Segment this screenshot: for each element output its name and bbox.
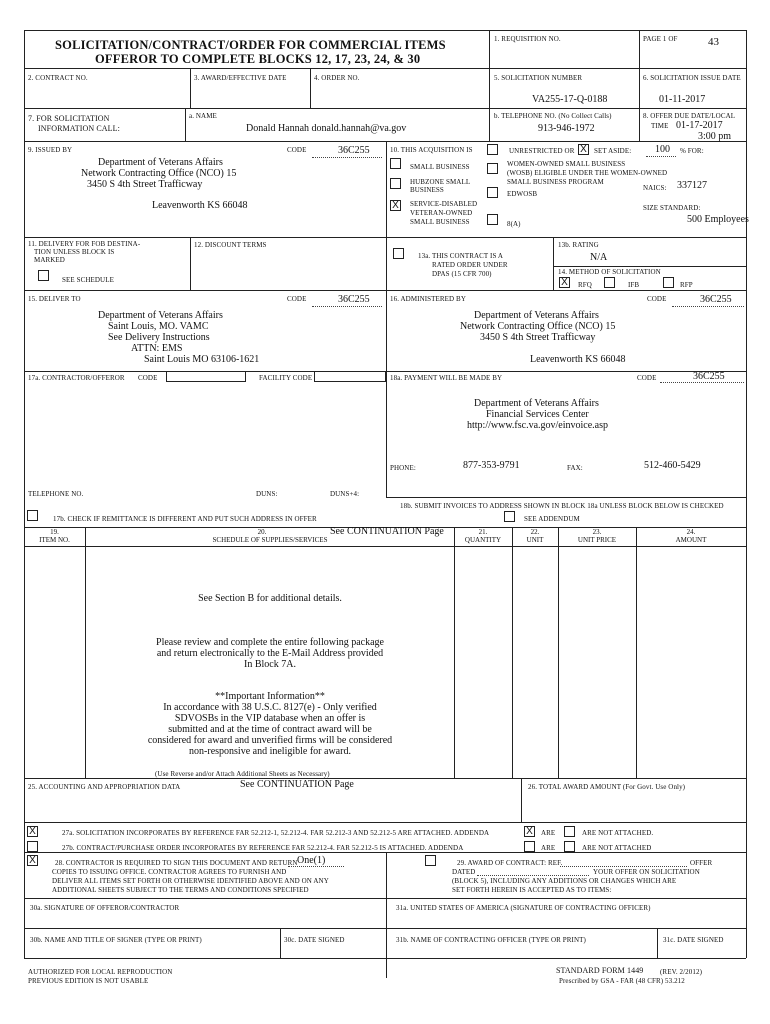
- administered-by-code[interactable]: 36C255: [700, 294, 732, 305]
- name-label: a. NAME: [189, 112, 217, 120]
- continuation-note: See CONTINUATION Page: [330, 526, 444, 537]
- facility-code-label: FACILITY CODE: [259, 374, 313, 382]
- block27b-not-attached-checkbox[interactable]: [564, 841, 575, 852]
- discount-terms-label: 12. DISCOUNT TERMS: [194, 241, 267, 249]
- deliver-to-line4: ATTN: EMS: [131, 343, 183, 354]
- form-subtitle: OFFEROR TO COMPLETE BLOCKS 12, 17, 23, 24, & 30: [95, 52, 421, 66]
- issued-by-line3: 3450 S 4th Street Trafficway: [87, 179, 203, 190]
- officer-name-label: 31b. NAME OF CONTRACTING OFFICER (TYPE OR PRINT): [396, 936, 586, 944]
- officer-date-label: 31c. DATE SIGNED: [663, 936, 724, 944]
- requisition-label: 1. REQUISITION NO.: [494, 35, 561, 43]
- important-line6: non-responsive and ineligible for award.: [189, 746, 351, 757]
- addendum-checkbox[interactable]: [504, 511, 515, 522]
- block27a-are-checkbox[interactable]: X: [524, 826, 535, 837]
- rfq-checkbox[interactable]: X: [559, 277, 570, 288]
- addendum-label: SEE ADDENDUM: [524, 515, 580, 523]
- important-line4: submitted and at the time of contract award will be: [168, 724, 372, 735]
- ifb-checkbox[interactable]: [604, 277, 615, 288]
- eight-a-label: 8(A): [507, 220, 521, 228]
- footer-form-number: STANDARD FORM 1449: [556, 966, 644, 975]
- block28-copies[interactable]: One(1): [297, 855, 326, 866]
- block27a-text: 27a. SOLICITATION INCORPORATES BY REFERENCE FAR 52.212-1, 52.212-4. FAR 52.212-3 AND 52.212-5 ARE ATTACHED. ADDENDA: [62, 829, 490, 837]
- contractor-phone-label: TELEPHONE NO.: [28, 490, 84, 498]
- issued-by-line2: Network Contracting Office (NCO) 15: [81, 168, 237, 179]
- facility-code-field[interactable]: [314, 371, 386, 382]
- block27b-text: 27b. CONTRACT/PURCHASE ORDER INCORPORATES BY REFERENCE FAR 52.212-4. FAR 52.212-5 IS ATTACHED. ADDENDA: [62, 844, 464, 852]
- info-call-label-2: INFORMATION CALL:: [38, 124, 120, 133]
- block28-line4: ADDITIONAL SHEETS SUBJECT TO THE TERMS AND CONDITIONS SPECIFIED: [52, 886, 309, 894]
- wosb-label-3: SMALL BUSINESS PROGRAM: [507, 178, 604, 186]
- small-business-checkbox[interactable]: [390, 158, 401, 169]
- deliver-to-line2: Saint Louis, MO. VAMC: [108, 321, 209, 332]
- block28-checkbox[interactable]: X: [27, 855, 38, 866]
- block27a-not-attached-label: ARE NOT ATTACHED.: [582, 829, 654, 837]
- block29-offer: OFFER: [690, 859, 713, 867]
- rfp-label: RFP: [680, 281, 693, 289]
- acquisition-label: 10. THIS ACQUISITION IS: [390, 146, 473, 154]
- offer-due-date[interactable]: 01-17-2017: [676, 120, 723, 131]
- payment-phone-label: PHONE:: [390, 464, 416, 472]
- accounting-value: See CONTINUATION Page: [240, 779, 354, 790]
- administered-by-line2: Network Contracting Office (NCO) 15: [460, 321, 616, 332]
- edwosb-label: EDWOSB: [507, 190, 538, 198]
- fob-label: 11. DELIVERY FOR FOB DESTINA-: [28, 240, 141, 248]
- deliver-to-label: 15. DELIVER TO: [28, 295, 81, 303]
- fob-label-2: TION UNLESS BLOCK IS: [34, 248, 115, 256]
- set-aside-label: SET ASIDE:: [594, 147, 632, 155]
- signer-date-label: 30c. DATE SIGNED: [284, 936, 345, 944]
- rated-order-label-2: RATED ORDER UNDER: [432, 261, 508, 269]
- offer-due-time-label: TIME: [651, 122, 669, 130]
- col24-number: 24.: [686, 528, 696, 536]
- payment-label: 18a. PAYMENT WILL BE MADE BY: [390, 374, 503, 382]
- deliver-to-line5: Saint Louis MO 63106-1621: [144, 354, 260, 365]
- review-line3: In Block 7A.: [244, 659, 296, 670]
- contractor-code-field[interactable]: [166, 371, 246, 382]
- total-award-label: 26. TOTAL AWARD AMOUNT (For Govt. Use Only): [528, 783, 686, 791]
- administered-by-line1: Department of Veterans Affairs: [474, 310, 599, 321]
- duns4-label: DUNS+4:: [330, 490, 360, 498]
- unrestricted-label: UNRESTRICTED OR: [509, 147, 575, 155]
- important-line5: considered for award and unverified firms will be considered: [147, 735, 393, 746]
- col22-number: 22.: [530, 528, 540, 536]
- col19-header: ITEM NO.: [39, 536, 70, 544]
- page-label: PAGE 1 OF: [643, 35, 678, 43]
- col24-header: AMOUNT: [675, 536, 707, 544]
- footer-revision: (REV. 2/2012): [660, 968, 703, 976]
- contact-name[interactable]: Donald Hannah donald.hannah@va.gov: [246, 123, 407, 134]
- hubzone-checkbox[interactable]: [390, 178, 401, 189]
- deliver-to-line3: See Delivery Instructions: [108, 332, 210, 343]
- signer-name-label: 30b. NAME AND TITLE OF SIGNER (TYPE OR PRINT): [30, 936, 202, 944]
- block29-line4: SET FORTH HEREIN IS ACCEPTED AS TO ITEMS:: [452, 886, 612, 894]
- set-aside-percent[interactable]: 100: [655, 144, 670, 155]
- see-schedule-label: SEE SCHEDULE: [62, 276, 114, 284]
- col21-header: QUANTITY: [464, 536, 502, 544]
- set-aside-checkbox[interactable]: X: [578, 144, 589, 155]
- block27b-checkbox[interactable]: [27, 841, 38, 852]
- administered-by-label: 16. ADMINISTERED BY: [390, 295, 466, 303]
- sdvosb-label-3: SMALL BUSINESS: [410, 218, 470, 226]
- naics-code[interactable]: 337127: [677, 180, 707, 191]
- col20-number: 20.: [257, 528, 267, 536]
- issued-by-line4: Leavenworth KS 66048: [152, 200, 248, 211]
- issued-by-code-label: CODE: [287, 146, 307, 154]
- block27b-not-attached-label: ARE NOT ATTACHED: [582, 844, 652, 852]
- remittance-label: 17b. CHECK IF REMITTANCE IS DIFFERENT AND PUT SUCH ADDRESS IN OFFER: [53, 515, 317, 523]
- block29-line3: (BLOCK 5), INCLUDING ANY ADDITIONS OR CHANGES WHICH ARE: [452, 877, 677, 885]
- sdvosb-label-2: VETERAN-OWNED: [410, 209, 473, 217]
- wosb-label: WOMEN-OWNED SMALL BUSINESS: [507, 160, 626, 168]
- page-total: 43: [708, 36, 719, 48]
- signature-officer-field[interactable]: [387, 912, 745, 927]
- ifb-label: IFB: [628, 281, 640, 289]
- col23-header: UNIT PRICE: [577, 536, 617, 544]
- payment-line1: Department of Veterans Affairs: [474, 398, 599, 409]
- issued-by-line1: Department of Veterans Affairs: [98, 157, 223, 168]
- contract-no-label: 2. CONTRACT NO.: [28, 74, 88, 82]
- payment-link[interactable]: http://www.fsc.va.gov/einvoice.asp: [467, 420, 608, 431]
- issue-date[interactable]: 01-11-2017: [659, 94, 706, 105]
- block29-checkbox[interactable]: [425, 855, 436, 866]
- contractor-code-label: CODE: [138, 374, 158, 382]
- col19-number: 19.: [50, 528, 59, 536]
- block27a-are-label: ARE: [541, 829, 556, 837]
- award-date-label: 3. AWARD/EFFECTIVE DATE: [194, 74, 287, 82]
- solicitation-number-label: 5. SOLICITATION NUMBER: [494, 74, 583, 82]
- block27b-are-label: ARE: [541, 844, 556, 852]
- offer-due-label: 8. OFFER DUE DATE/LOCAL: [643, 112, 736, 120]
- administered-by-line3: 3450 S 4th Street Trafficway: [480, 332, 596, 343]
- rated-order-checkbox[interactable]: [393, 248, 404, 259]
- payment-fax[interactable]: 512-460-5429: [644, 460, 701, 471]
- issued-by-code[interactable]: 36C255: [338, 145, 370, 156]
- info-call-label: 7. FOR SOLICITATION: [28, 114, 110, 123]
- block27b-are-checkbox[interactable]: [524, 841, 535, 852]
- eight-a-checkbox[interactable]: [487, 214, 498, 225]
- unrestricted-checkbox[interactable]: [487, 144, 498, 155]
- see-schedule-checkbox[interactable]: [38, 270, 49, 281]
- block29-dated: DATED: [452, 868, 476, 876]
- footer-previous-edition: PREVIOUS EDITION IS NOT USABLE: [28, 977, 149, 985]
- hubzone-label: HUBZONE SMALL: [410, 178, 471, 186]
- payment-line2: Financial Services Center: [486, 409, 589, 420]
- sdvosb-label: SERVICE-DISABLED: [410, 200, 478, 208]
- rating-value[interactable]: N/A: [590, 252, 608, 263]
- telephone-label: b. TELEPHONE NO. (No Collect Calls): [494, 112, 612, 120]
- small-business-label: SMALL BUSINESS: [410, 163, 470, 171]
- naics-label: NAICS:: [643, 184, 667, 192]
- hubzone-label-2: BUSINESS: [410, 186, 444, 194]
- issue-date-label: 6. SOLICITATION ISSUE DATE: [643, 74, 741, 82]
- important-line1: **Important Information**: [215, 691, 325, 702]
- rating-label: 13b. RATING: [558, 241, 599, 249]
- size-standard[interactable]: 500 Employees: [687, 214, 749, 225]
- accounting-label: 25. ACCOUNTING AND APPROPRIATION DATA: [28, 783, 181, 791]
- block28-line1: 28. CONTRACTOR IS REQUIRED TO SIGN THIS DOCUMENT AND RETURN: [55, 859, 298, 867]
- form-title: SOLICITATION/CONTRACT/ORDER FOR COMMERCIAL ITEMS: [55, 38, 446, 52]
- size-standard-label: SIZE STANDARD:: [643, 204, 701, 212]
- rfp-checkbox[interactable]: [663, 277, 674, 288]
- review-line2: and return electronically to the E-Mail Address provided: [156, 648, 384, 659]
- signature-officer-label: 31a. UNITED STATES OF AMERICA (SIGNATURE OF CONTRACTING OFFICER): [396, 904, 651, 912]
- col23-number: 23.: [592, 528, 602, 536]
- deliver-to-code[interactable]: 36C255: [338, 294, 370, 305]
- method-label: 14. METHOD OF SOLICITATION: [558, 268, 661, 276]
- contractor-label: 17a. CONTRACTOR/OFFEROR: [28, 374, 125, 382]
- administered-by-code-label: CODE: [647, 295, 667, 303]
- deliver-to-line1: Department of Veterans Affairs: [98, 310, 223, 321]
- submit-invoices-label: 18b. SUBMIT INVOICES TO ADDRESS SHOWN IN BLOCK 18a UNLESS BLOCK BELOW IS CHECKED: [400, 502, 724, 510]
- solicitation-number[interactable]: VA255-17-Q-0188: [532, 94, 608, 105]
- deliver-to-code-label: CODE: [287, 295, 307, 303]
- administered-by-line4: Leavenworth KS 66048: [530, 354, 626, 365]
- col20-header: SCHEDULE OF SUPPLIES/SERVICES: [212, 536, 328, 544]
- block27a-checkbox[interactable]: X: [27, 826, 38, 837]
- contact-phone[interactable]: 913-946-1972: [538, 123, 595, 134]
- wosb-checkbox[interactable]: [487, 163, 498, 174]
- payment-code-label: CODE: [637, 374, 657, 382]
- rated-order-label-3: DPAS (15 CFR 700): [432, 270, 492, 278]
- review-line1: Please review and complete the entire following package: [156, 637, 384, 648]
- offer-due-time[interactable]: 3:00 pm: [698, 131, 732, 142]
- see-section-b: See Section B for additional details.: [198, 593, 342, 604]
- important-line2: In accordance with 38 U.S.C. 8127(e) - Only verified: [163, 702, 377, 713]
- fob-label-3: MARKED: [34, 256, 65, 264]
- important-line3: SDVOSBs in the VIP database when an offer is: [174, 713, 366, 724]
- signature-offeror-label: 30a. SIGNATURE OF OFFEROR/CONTRACTOR: [30, 904, 180, 912]
- block27a-not-attached-checkbox[interactable]: [564, 826, 575, 837]
- sdvosb-checkbox[interactable]: X: [390, 200, 401, 211]
- remittance-checkbox[interactable]: [27, 510, 38, 521]
- block29-line1: 29. AWARD OF CONTRACT: REF.: [457, 859, 563, 867]
- payment-code[interactable]: 36C255: [693, 371, 725, 382]
- col21-number: 21.: [478, 528, 488, 536]
- issued-by-label: 9. ISSUED BY: [28, 146, 73, 154]
- rated-order-label: 13a. THIS CONTRACT IS A: [418, 252, 504, 260]
- block28-line3: DELIVER ALL ITEMS SET FORTH OR OTHERWISE IDENTIFIED ABOVE AND ON ANY: [52, 877, 329, 885]
- footer-authorized: AUTHORIZED FOR LOCAL REPRODUCTION: [28, 968, 173, 976]
- rfq-label: RFQ: [578, 281, 592, 289]
- edwosb-checkbox[interactable]: [487, 187, 498, 198]
- wosb-label-2: (WOSB) ELIGIBLE UNDER THE WOMEN-OWNED: [507, 169, 668, 177]
- payment-phone[interactable]: 877-353-9791: [463, 460, 520, 471]
- block28-line2: COPIES TO ISSUING OFFICE. CONTRACTOR AGREES TO FURNISH AND: [52, 868, 287, 876]
- order-no-label: 4. ORDER NO.: [314, 74, 360, 82]
- footer-prescribed: Prescribed by GSA - FAR (48 CFR) 53.212: [559, 977, 685, 985]
- duns-label: DUNS:: [256, 490, 278, 498]
- signature-offeror-field[interactable]: [25, 912, 385, 927]
- payment-fax-label: FAX:: [567, 464, 583, 472]
- percent-for-label: % FOR:: [680, 147, 704, 155]
- block29-line2: YOUR OFFER ON SOLICITATION: [593, 868, 700, 876]
- col22-header: UNIT: [526, 536, 544, 544]
- reverse-note: (Use Reverse and/or Attach Additional Sheets as Necessary): [155, 770, 330, 778]
